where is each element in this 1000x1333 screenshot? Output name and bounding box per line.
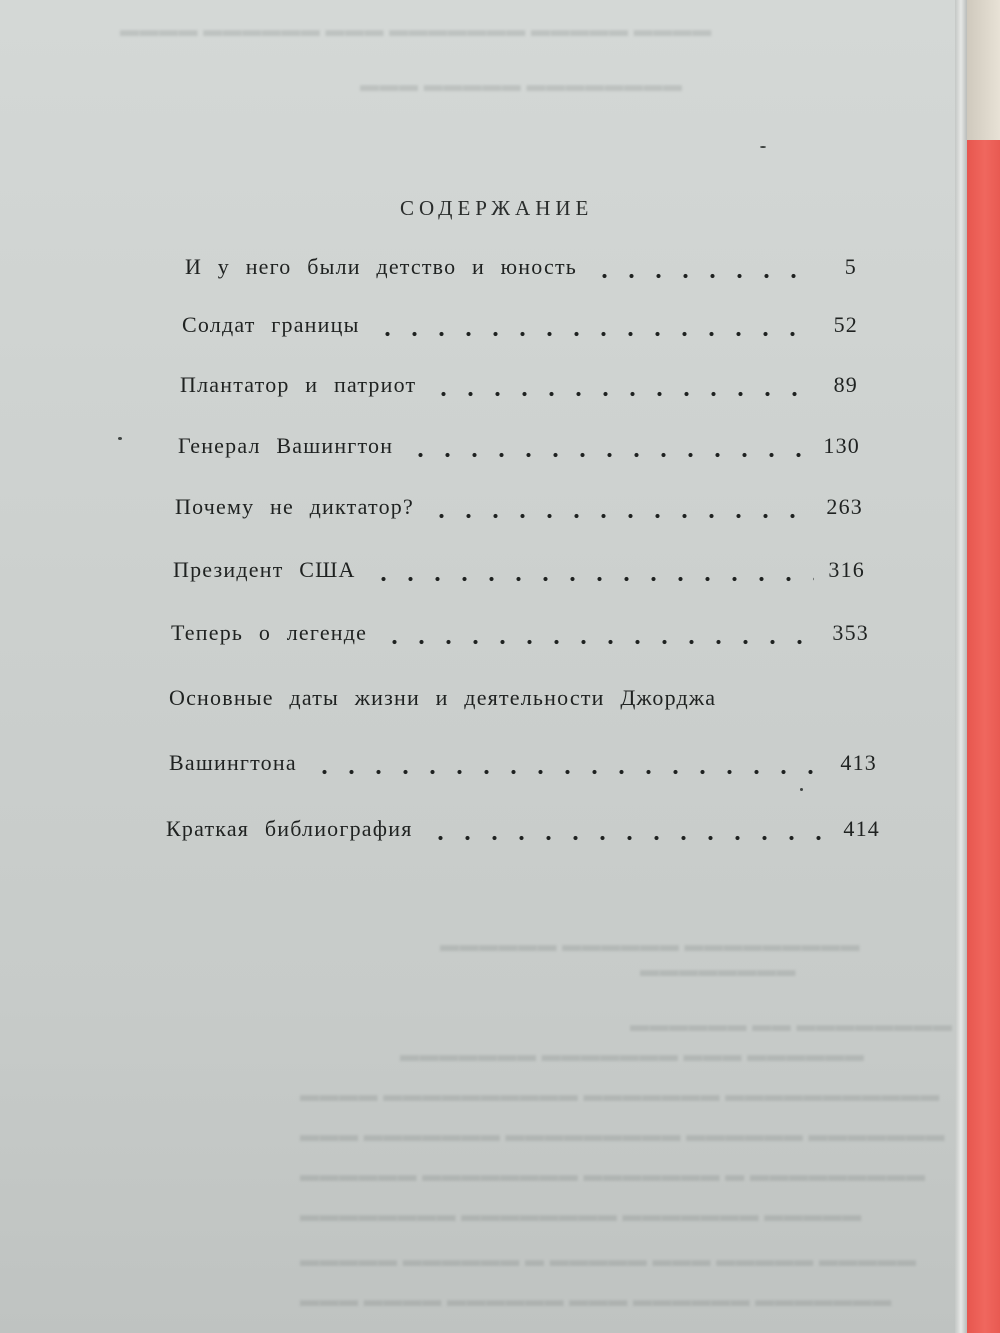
page-edge (955, 0, 967, 1333)
show-through-line: ▬▬▬ ▬▬▬▬▬ ▬▬▬▬▬▬▬▬ (360, 75, 683, 96)
show-through-line: ▬▬▬▬ ▬▬▬▬▬▬▬▬▬▬ ▬▬▬▬▬▬▬ ▬▬▬▬▬▬▬▬▬▬▬ (300, 1085, 940, 1106)
toc-leader-dots (427, 835, 830, 841)
toc-entry[interactable] (166, 816, 880, 848)
toc-entry-page: 263 (826, 494, 863, 519)
toc-entry[interactable] (171, 620, 869, 652)
show-through-line: ▬▬▬▬▬ ▬▬▬▬▬▬ ▬ ▬▬▬▬▬ ▬▬▬ ▬▬▬▬▬ ▬▬▬▬▬ (300, 1250, 917, 1271)
toc-entry-title: И у него были детство и юность (185, 254, 578, 279)
toc-entry[interactable] (173, 557, 865, 589)
toc-leader-dots (430, 391, 814, 397)
paper-speck (800, 788, 803, 791)
toc-entry-page: 413 (840, 750, 877, 775)
toc-leader-dots (311, 769, 827, 775)
toc-entry-title: Генерал Вашингтон (178, 433, 394, 458)
toc-entry-title: Теперь о легенде (171, 620, 368, 645)
toc-entry-page: 52 (833, 312, 858, 337)
toc-entry-page: 130 (823, 433, 860, 458)
toc-entry-title: Краткая библиография (166, 816, 413, 841)
toc-leader-dots (407, 452, 809, 458)
show-through-line: ▬▬▬▬▬▬ ▬▬▬▬▬▬ ▬▬▬▬▬▬▬▬▬ (440, 935, 860, 956)
show-through-line: ▬▬▬ ▬▬▬▬ ▬▬▬▬▬▬ ▬▬▬ ▬▬▬▬▬▬ ▬▬▬▬▬▬▬ (300, 1290, 892, 1311)
paper-speck (118, 437, 122, 440)
show-through-line: ▬▬▬▬▬▬▬▬ (640, 960, 796, 981)
toc-leader-dots (591, 273, 813, 279)
toc-entry-page: 353 (832, 620, 869, 645)
toc-entry-page: 414 (843, 816, 880, 841)
toc-entry[interactable] (169, 750, 877, 782)
paper-speck (760, 146, 766, 148)
toc-entry[interactable] (175, 494, 863, 526)
toc-entry-title: Солдат границы (182, 312, 360, 337)
show-through-line: ▬▬▬▬▬▬▬ ▬▬▬▬▬▬▬ ▬▬▬ ▬▬▬▬▬▬ (400, 1045, 865, 1066)
toc-entry-title: Президент США (173, 557, 356, 582)
toc-entry-title: Вашингтона (169, 750, 297, 775)
cover-red-edge (962, 140, 1000, 1333)
toc-entry-page: 316 (828, 557, 865, 582)
show-through-line: ▬▬▬▬▬▬ ▬▬ ▬▬▬▬▬▬▬▬ (630, 1015, 953, 1036)
toc-entry-title: Основные даты жизни и деятельности Джорджа (169, 685, 717, 710)
show-through-line: ▬▬▬▬ ▬▬▬▬▬▬ ▬▬▬ ▬▬▬▬▬▬▬ ▬▬▬▬▬ ▬▬▬▬ (120, 20, 712, 41)
show-through-line: ▬▬▬ ▬▬▬▬▬▬▬ ▬▬▬▬▬▬▬▬▬ ▬▬▬▬▬▬ ▬▬▬▬▬▬▬ (300, 1125, 945, 1146)
toc-entry[interactable] (178, 433, 860, 465)
toc-entry[interactable] (185, 254, 857, 286)
show-through-line: ▬▬▬▬▬▬▬▬ ▬▬▬▬▬▬▬▬ ▬▬▬▬▬▬▬ ▬▬▬▬▬ (300, 1205, 862, 1226)
toc-entry[interactable] (180, 372, 858, 404)
toc-heading: СОДЕРЖАНИЕ (400, 196, 594, 220)
toc-entry-page: 89 (833, 372, 858, 397)
toc-entry-line[interactable] (169, 685, 869, 717)
toc-leader-dots (381, 639, 818, 645)
toc-entry-title: Плантатор и патриот (180, 372, 417, 397)
toc-leader-dots (370, 576, 815, 582)
toc-leader-dots (428, 513, 812, 519)
show-through-line: ▬▬▬▬▬▬ ▬▬▬▬▬▬▬▬ ▬▬▬▬▬▬▬ ▬ ▬▬▬▬▬▬▬▬▬ (300, 1165, 926, 1186)
toc-entry-page: 5 (844, 254, 857, 279)
toc-entry-title: Почему не диктатор? (175, 494, 414, 519)
toc-leader-dots (374, 331, 814, 337)
cover-top-strip (967, 0, 1000, 140)
toc-entry[interactable] (182, 312, 858, 344)
